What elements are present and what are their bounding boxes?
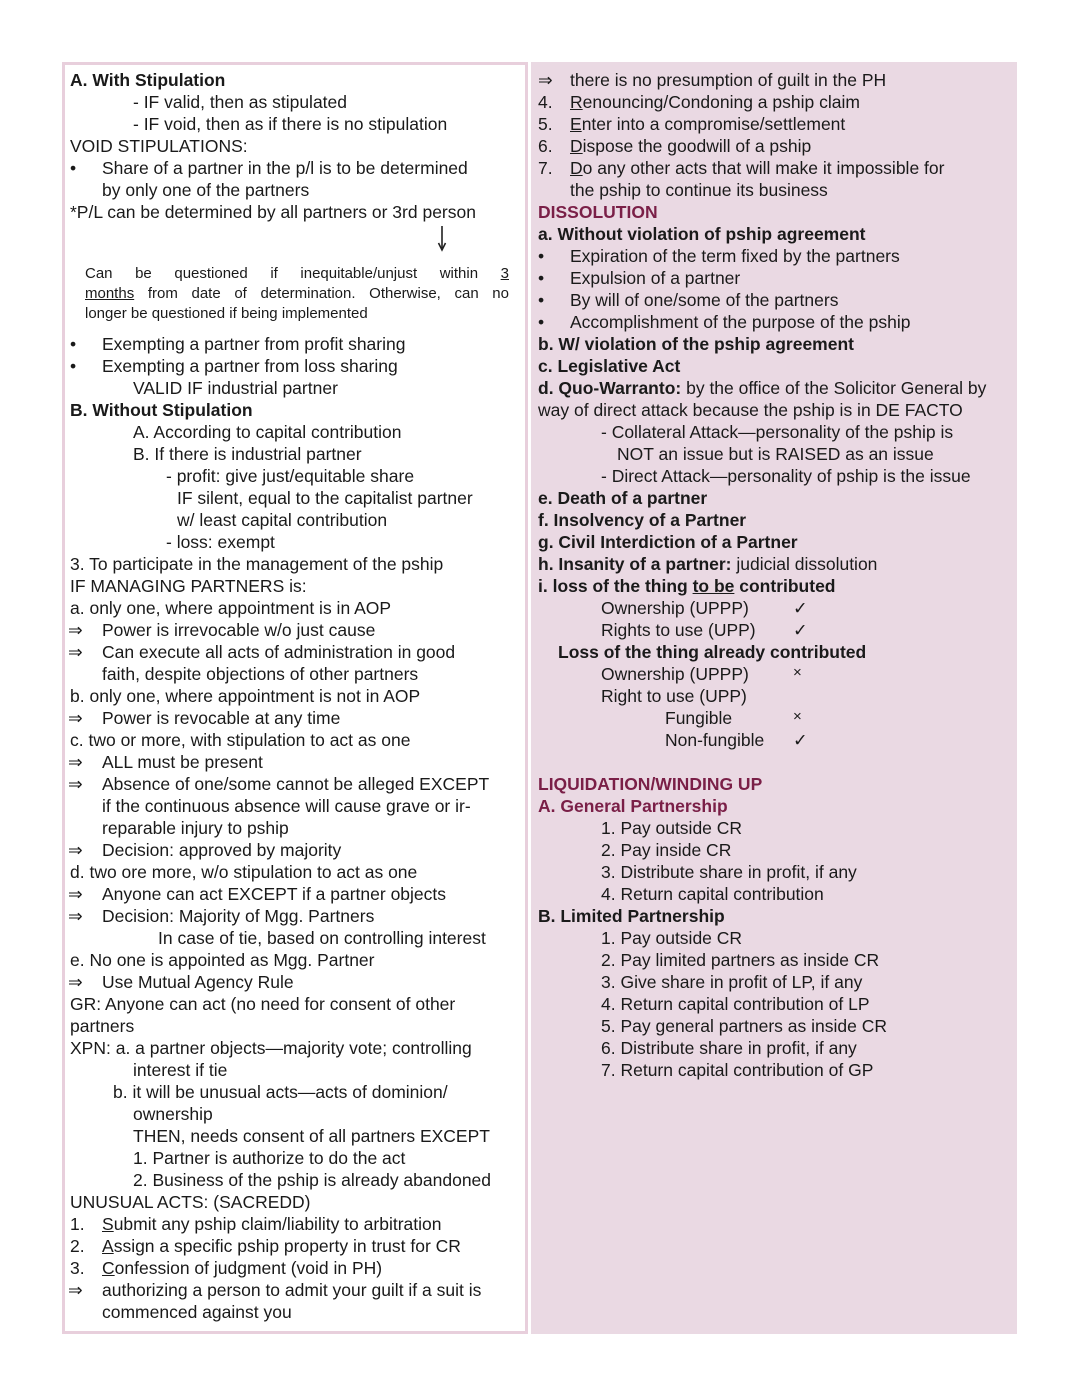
authorizing-line: authorizing a person to admit your guilt if a suit is bbox=[102, 1280, 482, 1300]
limited-partnership-heading: B. Limited Partnership bbox=[538, 906, 725, 926]
fungible-row: Fungible bbox=[665, 708, 733, 728]
managing-e: e. No one is appointed as Mgg. Partner bbox=[70, 950, 375, 970]
liquidation-heading: LIQUIDATION/WINDING UP bbox=[538, 774, 763, 794]
void-item: by only one of the partners bbox=[102, 180, 310, 200]
without-stipulation-heading: B. Without Stipulation bbox=[70, 400, 253, 420]
limited-item: 2. Pay limited partners as inside CR bbox=[601, 950, 880, 970]
limited-item: 6. Distribute share in profit, if any bbox=[601, 1038, 857, 1058]
note-underline: months bbox=[85, 285, 135, 302]
arrow-icon: ⇒ bbox=[68, 774, 83, 794]
bullet-icon: • bbox=[70, 334, 77, 354]
insanity-text: judicial dissolution bbox=[731, 554, 878, 574]
limited-item: 5. Pay general partners as inside CR bbox=[601, 1016, 887, 1036]
managing-c: c. two or more, with stipulation to act as one bbox=[70, 730, 411, 750]
sacredd-item bbox=[102, 1235, 461, 1257]
managing-item: Power is irrevocable w/o just cause bbox=[102, 620, 376, 640]
general-rule: partners bbox=[70, 1016, 135, 1036]
bullet-icon: • bbox=[70, 356, 77, 376]
without-item: A. According to capital contribution bbox=[133, 422, 402, 442]
arrow-icon: ⇒ bbox=[68, 620, 83, 640]
void-stipulations-heading: VOID STIPULATIONS: bbox=[70, 136, 248, 156]
general-item: 4. Return capital contribution bbox=[601, 884, 824, 904]
dissolution-heading: DISSOLUTION bbox=[538, 202, 658, 222]
arrow-icon: ⇒ bbox=[68, 884, 83, 904]
sacredd-item bbox=[570, 113, 845, 135]
sacredd-item: the pship to continue its business bbox=[570, 180, 828, 200]
with-violation-heading: b. W/ violation of the pship agreement bbox=[538, 334, 854, 354]
managing-item: Absence of one/some cannot be alleged EXCEPT bbox=[102, 774, 490, 794]
nonfungible-row: Non-fungible bbox=[665, 730, 765, 750]
pl-note: *P/L can be determined by all partners or 3rd person bbox=[70, 202, 476, 222]
exception: ownership bbox=[133, 1104, 213, 1124]
arrow-icon: ⇒ bbox=[68, 752, 83, 772]
rights-row: Rights to use (UPP) bbox=[601, 620, 756, 640]
general-partnership-heading: A. General Partnership bbox=[538, 796, 728, 816]
quo-warranto-label: d. Quo-Warranto: bbox=[538, 378, 682, 398]
ownership-row: Ownership (UPPP) bbox=[601, 598, 749, 618]
sacredd-num: 1. bbox=[70, 1214, 85, 1234]
insanity-label: h. Insanity of a partner: bbox=[538, 554, 732, 574]
dissolution-item: Expiration of the term fixed by the partners bbox=[570, 246, 900, 266]
managing-a: a. only one, where appointment is in AOP bbox=[70, 598, 392, 618]
without-item: B. If there is industrial partner bbox=[133, 444, 362, 464]
sacredd-item bbox=[570, 157, 944, 179]
arrow-icon: ⇒ bbox=[68, 642, 83, 662]
arrow-icon: ⇒ bbox=[538, 70, 553, 90]
exempt-item: Exempting a partner from loss sharing bbox=[102, 356, 398, 376]
limited-item: 1. Pay outside CR bbox=[601, 928, 743, 948]
limited-item: 4. Return capital contribution of LP bbox=[601, 994, 870, 1014]
sacredd-letter: D bbox=[570, 136, 583, 156]
managing-item: ALL must be present bbox=[102, 752, 263, 772]
legislative-act: c. Legislative Act bbox=[538, 356, 681, 376]
loss-text: i. loss of the thing bbox=[538, 576, 693, 596]
bullet-icon: • bbox=[538, 290, 545, 310]
profit-line: - profit: give just/equitable share bbox=[166, 466, 415, 486]
if-silent: IF silent, equal to the capitalist partner bbox=[177, 488, 473, 508]
dissolution-item: Expulsion of a partner bbox=[570, 268, 741, 288]
general-item: 1. Pay outside CR bbox=[601, 818, 743, 838]
managing-item: Use Mutual Agency Rule bbox=[102, 972, 294, 992]
general-rule: GR: Anyone can act (no need for consent of other bbox=[70, 994, 456, 1014]
bullet-icon: • bbox=[70, 158, 77, 178]
loss-already-contributed: Loss of the thing already contributed bbox=[558, 642, 867, 662]
arrow-icon: ⇒ bbox=[68, 972, 83, 992]
quo-warranto-text: by the office of the Solicitor General by bbox=[681, 378, 987, 398]
loss-text: contributed bbox=[734, 576, 836, 596]
sacredd-text: nter into a compromise/settlement bbox=[581, 114, 846, 134]
note-line: longer be questioned if being implemented bbox=[85, 305, 368, 322]
participate-heading: 3. To participate in the management of the pship bbox=[70, 554, 444, 574]
managing-item: Decision: Majority of Mgg. Partners bbox=[102, 906, 375, 926]
sacredd-text: ubmit any pship claim/liability to arbitration bbox=[113, 1214, 442, 1234]
then-item: 2. Business of the pship is already abandoned bbox=[133, 1170, 492, 1190]
sacredd-item bbox=[570, 91, 860, 113]
stipulation-valid: - IF valid, then as stipulated bbox=[133, 92, 347, 112]
sacredd-num: 7. bbox=[538, 158, 553, 178]
managing-item: Decision: approved by majority bbox=[102, 840, 342, 860]
sacredd-letter: C bbox=[102, 1258, 115, 1278]
right-to-use-row: Right to use (UPP) bbox=[601, 686, 747, 706]
least-capital: w/ least capital contribution bbox=[177, 510, 388, 530]
sacredd-item bbox=[102, 1257, 382, 1279]
insanity bbox=[538, 553, 877, 575]
general-item: 2. Pay inside CR bbox=[601, 840, 732, 860]
exception: b. it will be unusual acts—acts of dominion/ bbox=[113, 1082, 448, 1102]
collateral-attack: - Collateral Attack—personality of the pship is bbox=[601, 422, 954, 442]
managing-item: Can execute all acts of administration in good bbox=[102, 642, 456, 662]
presumption-line: there is no presumption of guilt in the PH bbox=[570, 70, 887, 90]
general-item: 3. Distribute share in profit, if any bbox=[601, 862, 857, 882]
bullet-icon: • bbox=[538, 246, 545, 266]
civil-interdiction: g. Civil Interdiction of a Partner bbox=[538, 532, 798, 552]
managing-d: d. two ore more, w/o stipulation to act as one bbox=[70, 862, 418, 882]
exception: interest if tie bbox=[133, 1060, 228, 1080]
sacredd-text: enouncing/Condoning a pship claim bbox=[582, 92, 860, 112]
sacredd-text: ispose the goodwill of a pship bbox=[582, 136, 812, 156]
arrow-icon: ⇒ bbox=[68, 840, 83, 860]
death-of-partner: e. Death of a partner bbox=[538, 488, 708, 508]
managing-item: In case of tie, based on controlling interest bbox=[158, 928, 486, 948]
sacredd-text: ssign a specific pship property in trust for CR bbox=[113, 1236, 461, 1256]
insolvency: f. Insolvency of a Partner bbox=[538, 510, 747, 530]
if-managing: IF MANAGING PARTNERS is: bbox=[70, 576, 307, 596]
sacredd-text: o any other acts that will make it impossible for bbox=[582, 158, 945, 178]
managing-b: b. only one, where appointment is not in AOP bbox=[70, 686, 421, 706]
stipulation-void: - IF void, then as if there is no stipulation bbox=[133, 114, 448, 134]
quo-warranto bbox=[538, 377, 986, 399]
loss-underline: to be bbox=[692, 576, 735, 596]
with-stipulation-heading: A. With Stipulation bbox=[70, 70, 226, 90]
direct-attack: - Direct Attack—personality of pship is the issue bbox=[601, 466, 971, 486]
arrow-icon: ⇒ bbox=[68, 1280, 83, 1300]
sacredd-text: onfession of judgment (void in PH) bbox=[114, 1258, 383, 1278]
sacredd-letter: E bbox=[570, 114, 582, 134]
note-text: Can be questioned if inequitable/unjust within bbox=[85, 265, 479, 282]
then-item: 1. Partner is authorize to do the act bbox=[133, 1148, 406, 1168]
managing-item: Anyone can act EXCEPT if a partner objects bbox=[102, 884, 447, 904]
arrow-icon: ⇒ bbox=[68, 906, 83, 926]
sacredd-num: 5. bbox=[538, 114, 553, 134]
cross-icon: × bbox=[793, 664, 802, 681]
note-text: from date of determination. Otherwise, can no bbox=[147, 285, 509, 302]
note-line bbox=[85, 284, 509, 304]
sacredd-item bbox=[102, 1213, 441, 1235]
check-icon: ✓ bbox=[793, 620, 808, 640]
check-icon: ✓ bbox=[793, 598, 808, 618]
sacredd-letter: R bbox=[570, 92, 583, 112]
managing-item: faith, despite objections of other partners bbox=[102, 664, 419, 684]
sacredd-num: 4. bbox=[538, 92, 553, 112]
loss-to-be-contributed bbox=[538, 575, 836, 597]
sacredd-letter: A bbox=[102, 1236, 114, 1256]
cross-icon: × bbox=[793, 708, 802, 725]
check-icon: ✓ bbox=[793, 730, 808, 750]
sacredd-num: 2. bbox=[70, 1236, 85, 1256]
limited-item: 7. Return capital contribution of GP bbox=[601, 1060, 874, 1080]
unusual-acts-heading: UNUSUAL ACTS: (SACREDD) bbox=[70, 1192, 311, 1212]
void-item: Share of a partner in the p/l is to be determined bbox=[102, 158, 468, 178]
valid-if: VALID IF industrial partner bbox=[133, 378, 338, 398]
authorizing-line: commenced against you bbox=[102, 1302, 292, 1322]
down-arrow-icon bbox=[437, 226, 447, 252]
bullet-icon: • bbox=[538, 312, 545, 332]
sacredd-num: 3. bbox=[70, 1258, 85, 1278]
limited-item: 3. Give share in profit of LP, if any bbox=[601, 972, 863, 992]
managing-item: Power is revocable at any time bbox=[102, 708, 341, 728]
note-line bbox=[85, 264, 509, 284]
loss-line: - loss: exempt bbox=[166, 532, 275, 552]
collateral-attack: NOT an issue but is RAISED as an issue bbox=[617, 444, 934, 464]
quo-warranto-cont: way of direct attack because the pship is in DE FACTO bbox=[538, 400, 963, 420]
dissolution-item: By will of one/some of the partners bbox=[570, 290, 839, 310]
managing-item: if the continuous absence will cause grave or ir- bbox=[102, 796, 471, 816]
note-underline: 3 bbox=[500, 265, 509, 282]
then-line: THEN, needs consent of all partners EXCEPT bbox=[133, 1126, 490, 1146]
exempt-item: Exempting a partner from profit sharing bbox=[102, 334, 406, 354]
sacredd-item bbox=[570, 135, 811, 157]
arrow-icon: ⇒ bbox=[68, 708, 83, 728]
exception: XPN: a. a partner objects—majority vote; controlling bbox=[70, 1038, 472, 1058]
bullet-icon: • bbox=[538, 268, 545, 288]
sacredd-num: 6. bbox=[538, 136, 553, 156]
dissolution-item: Accomplishment of the purpose of the pship bbox=[570, 312, 911, 332]
sacredd-letter: D bbox=[570, 158, 583, 178]
ownership-row: Ownership (UPPP) bbox=[601, 664, 749, 684]
managing-item: reparable injury to pship bbox=[102, 818, 289, 838]
without-violation-heading: a. Without violation of pship agreement bbox=[538, 224, 866, 244]
sacredd-letter: S bbox=[102, 1214, 114, 1234]
